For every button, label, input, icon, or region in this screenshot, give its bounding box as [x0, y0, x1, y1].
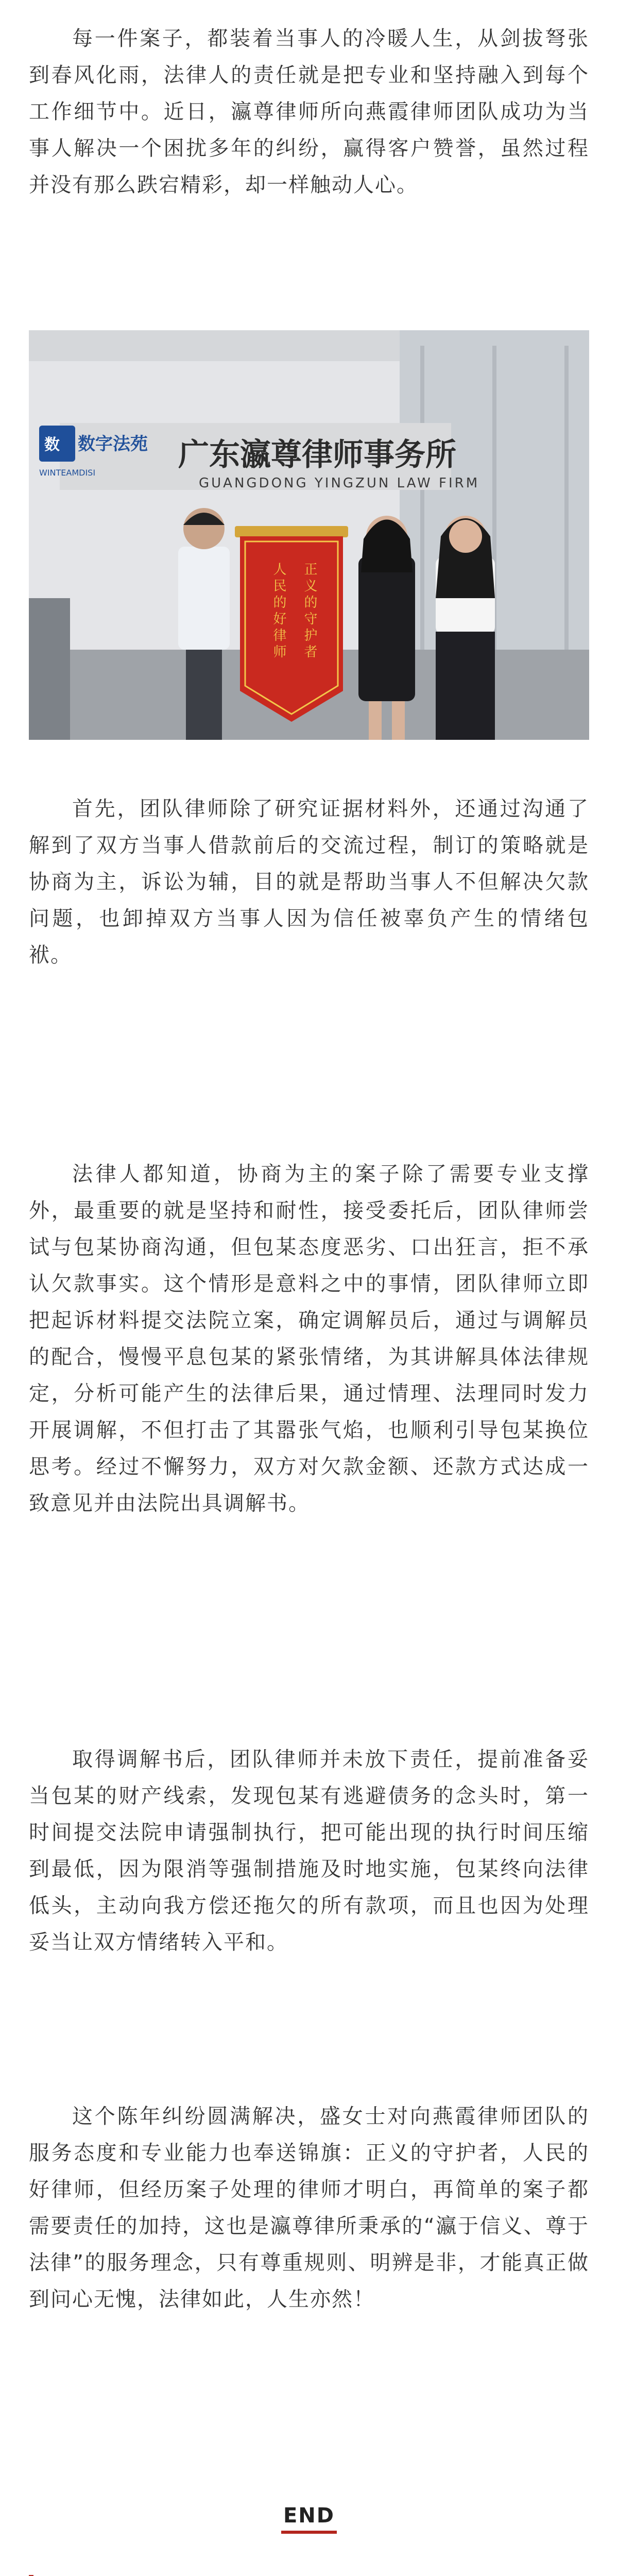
firm-name: 广东瀛尊律师事务所	[178, 437, 456, 473]
logo-text: 数字法苑	[78, 434, 148, 454]
banner-line-1: 正义的守护者	[302, 562, 317, 661]
paragraph-conclusion: 这个陈年纠纷圆满解决，盛女士对向燕霞律师团队的服务态度和专业能力也奉送锦旗：正义的守护者，人民的好律师，但经历案子处理的律师才明白，再简单的案子都需要责任的加持，这也是瀛尊律所秉承的“瀛于信义、尊于法律”的服务理念，只有尊重规则、明辨是非，才能真正做到问心无愧，法律如此，人生亦然！	[29, 2105, 589, 2311]
paragraph-strategy: 首先，团队律师除了研究证据材料外，还通过沟通了解到了双方当事人借款前后的交流过程，制订的策略就是协商为主，诉讼为辅，目的就是帮助当事人不但解决欠款问题，也卸掉双方当事人因为信任被辜负产生的情绪包袱。	[29, 797, 589, 967]
paragraph-negotiation: 法律人都知道，协商为主的案子除了需要专业支撑外，最重要的就是坚持和耐性，接受委托后，团队律师尝试与包某协商沟通，但包某态度恶劣、口出狂言，拒不承认欠款事实。这个情形是意料之中的事情，团队律师立即把起诉材料提交法院立案，确定调解员后，通过与调解员的配合，慢慢平息包某的紧张情绪，为其讲解具体法律规定，分析可能产生的法律后果，通过情理、法理同时发力开展调解，不但打击了其嚣张气焰，也顺利引导包某换位思考。经过不懈努力，双方对欠款金额、还款方式达成一致意见并由法院出具调解书。	[29, 1162, 589, 1515]
group-photo	[29, 330, 589, 740]
firm-name-en: GUANGDONG YINGZUN LAW FIRM	[199, 476, 480, 491]
logo-subtext: WINTEAMDISI	[39, 468, 96, 478]
silk-banner	[235, 526, 348, 722]
banner-line-2: 人民的好律师	[271, 562, 286, 661]
svg-text:数: 数	[44, 436, 60, 454]
disclaimer-header	[29, 2573, 123, 2576]
paragraph-intro: 每一件案子，都装着当事人的冷暖人生，从剑拔弩张到春风化雨，法律人的责任就是把专业和坚持融入到每个工作细节中。近日，瀛尊律师所向燕霞律师团队成功为当事人解决一个困扰多年的纠纷，赢得客户赞誉，虽然过程并没有那么跌宕精彩，却一样触动人心。	[29, 27, 589, 197]
end-divider	[0, 2504, 618, 2534]
end-label: END	[281, 2504, 337, 2534]
paragraph-enforcement: 取得调解书后，团队律师并未放下责任，提前准备妥当包某的财产线索，发现包某有逃避债务的念头时，第一时间提交法院申请强制执行，把可能出现的执行时间压缩到最低，因为限消等强制措施及时地实施，包某终向法律低头，主动向我方偿还拖欠的所有款项，而且也因为处理妥当让双方情绪转入平和。	[29, 1748, 589, 1954]
person-woman-2	[436, 516, 495, 740]
